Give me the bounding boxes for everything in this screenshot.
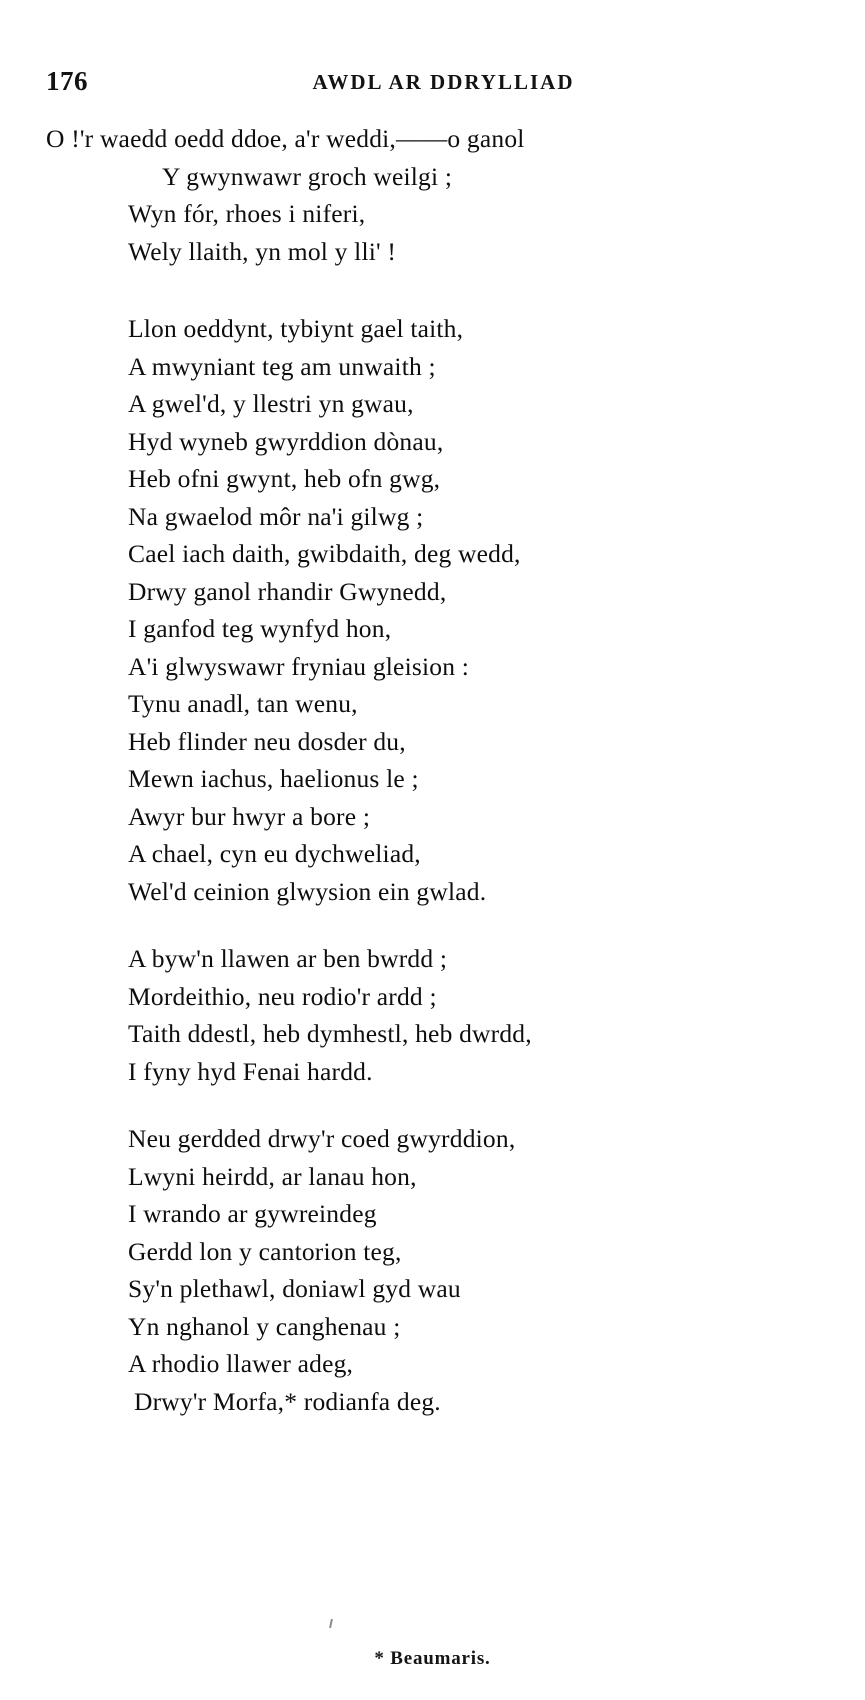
poem-line: Drwy ganol rhandir Gwynedd, [128,576,447,606]
poem-line: A mwyniant teg am unwaith ; [128,351,436,381]
poem-line: A byw'n llawen ar ben bwrdd ; [128,944,448,973]
poem-line: Llon oeddynt, tybiynt gael taith, [128,314,464,343]
footnote: * Beaumaris. [374,1648,491,1669]
stanza [0,310,865,910]
stanza [0,940,865,1090]
poem-line: Sy'n plethawl, doniawl gyd wau [128,1274,461,1303]
poem-line: Heb ofni gwynt, heb ofn gwg, [128,464,441,493]
poem-line: Cael iach daith, gwibdaith, deg wedd, [128,539,521,568]
poem-line: Gerdd lon y cantorion teg, [128,1236,402,1266]
poem-line: Wel'd ceinion glwysion ein gwlad. [128,876,487,906]
poem-line: Tynu anadl, tan wenu, [128,689,358,718]
poem-line: Wely llaith, yn mol y lli' ! [128,236,397,266]
poem-line: Yn nghanol y canghenau ; [128,1311,401,1341]
stanza [0,120,865,270]
poem-line: Y gwynwawr groch weilgi ; [162,161,453,191]
poem-line: Mordeithio, neu rodio'r ardd ; [128,981,437,1011]
page-speck [329,1619,333,1628]
poem-line: Wyn fór, rhoes i niferi, [128,199,366,228]
poem-line: A rhodio llawer adeg, [128,1349,354,1378]
poem-line: O !'r waedd oedd ddoe, a'r weddi,——o ganol [46,124,525,153]
poem-line: Hyd wyneb gwyrddion dònau, [128,426,444,456]
poem-line: Neu gerdded drwy'r coed gwyrddion, [128,1124,516,1153]
poem-line: I ganfod teg wynfyd hon, [128,614,392,643]
poem-line: I fyny hyd Fenai hardd. [128,1056,373,1086]
poem-line: Awyr bur hwyr a bore ; [128,801,371,831]
poem-line: A chael, cyn eu dychweliad, [128,839,421,868]
poem-line: A'i glwyswawr fryniau gleision : [128,651,470,681]
poem-line: Lwyni heirdd, ar lanau hon, [128,1161,417,1191]
page-number: 176 [46,66,88,96]
poem-line: Drwy'r Morfa,* rodianfa deg. [134,1386,441,1416]
stanza [0,1120,865,1420]
running-title: AWDL AR DDRYLLIAD [312,70,575,94]
page-header [0,66,865,100]
poem-line: Na gwaelod môr na'i gilwg ; [128,501,424,531]
poem-line: A gwel'd, y llestri yn gwau, [128,389,414,418]
poem-body [0,120,865,1450]
poem-line: Taith ddestl, heb dymhestl, heb dwrdd, [128,1019,532,1048]
poem-line: I wrando ar gywreindeg [128,1199,377,1228]
poem-line: Mewn iachus, haelionus le ; [128,764,419,793]
poem-line: Heb flinder neu dosder du, [128,726,406,756]
